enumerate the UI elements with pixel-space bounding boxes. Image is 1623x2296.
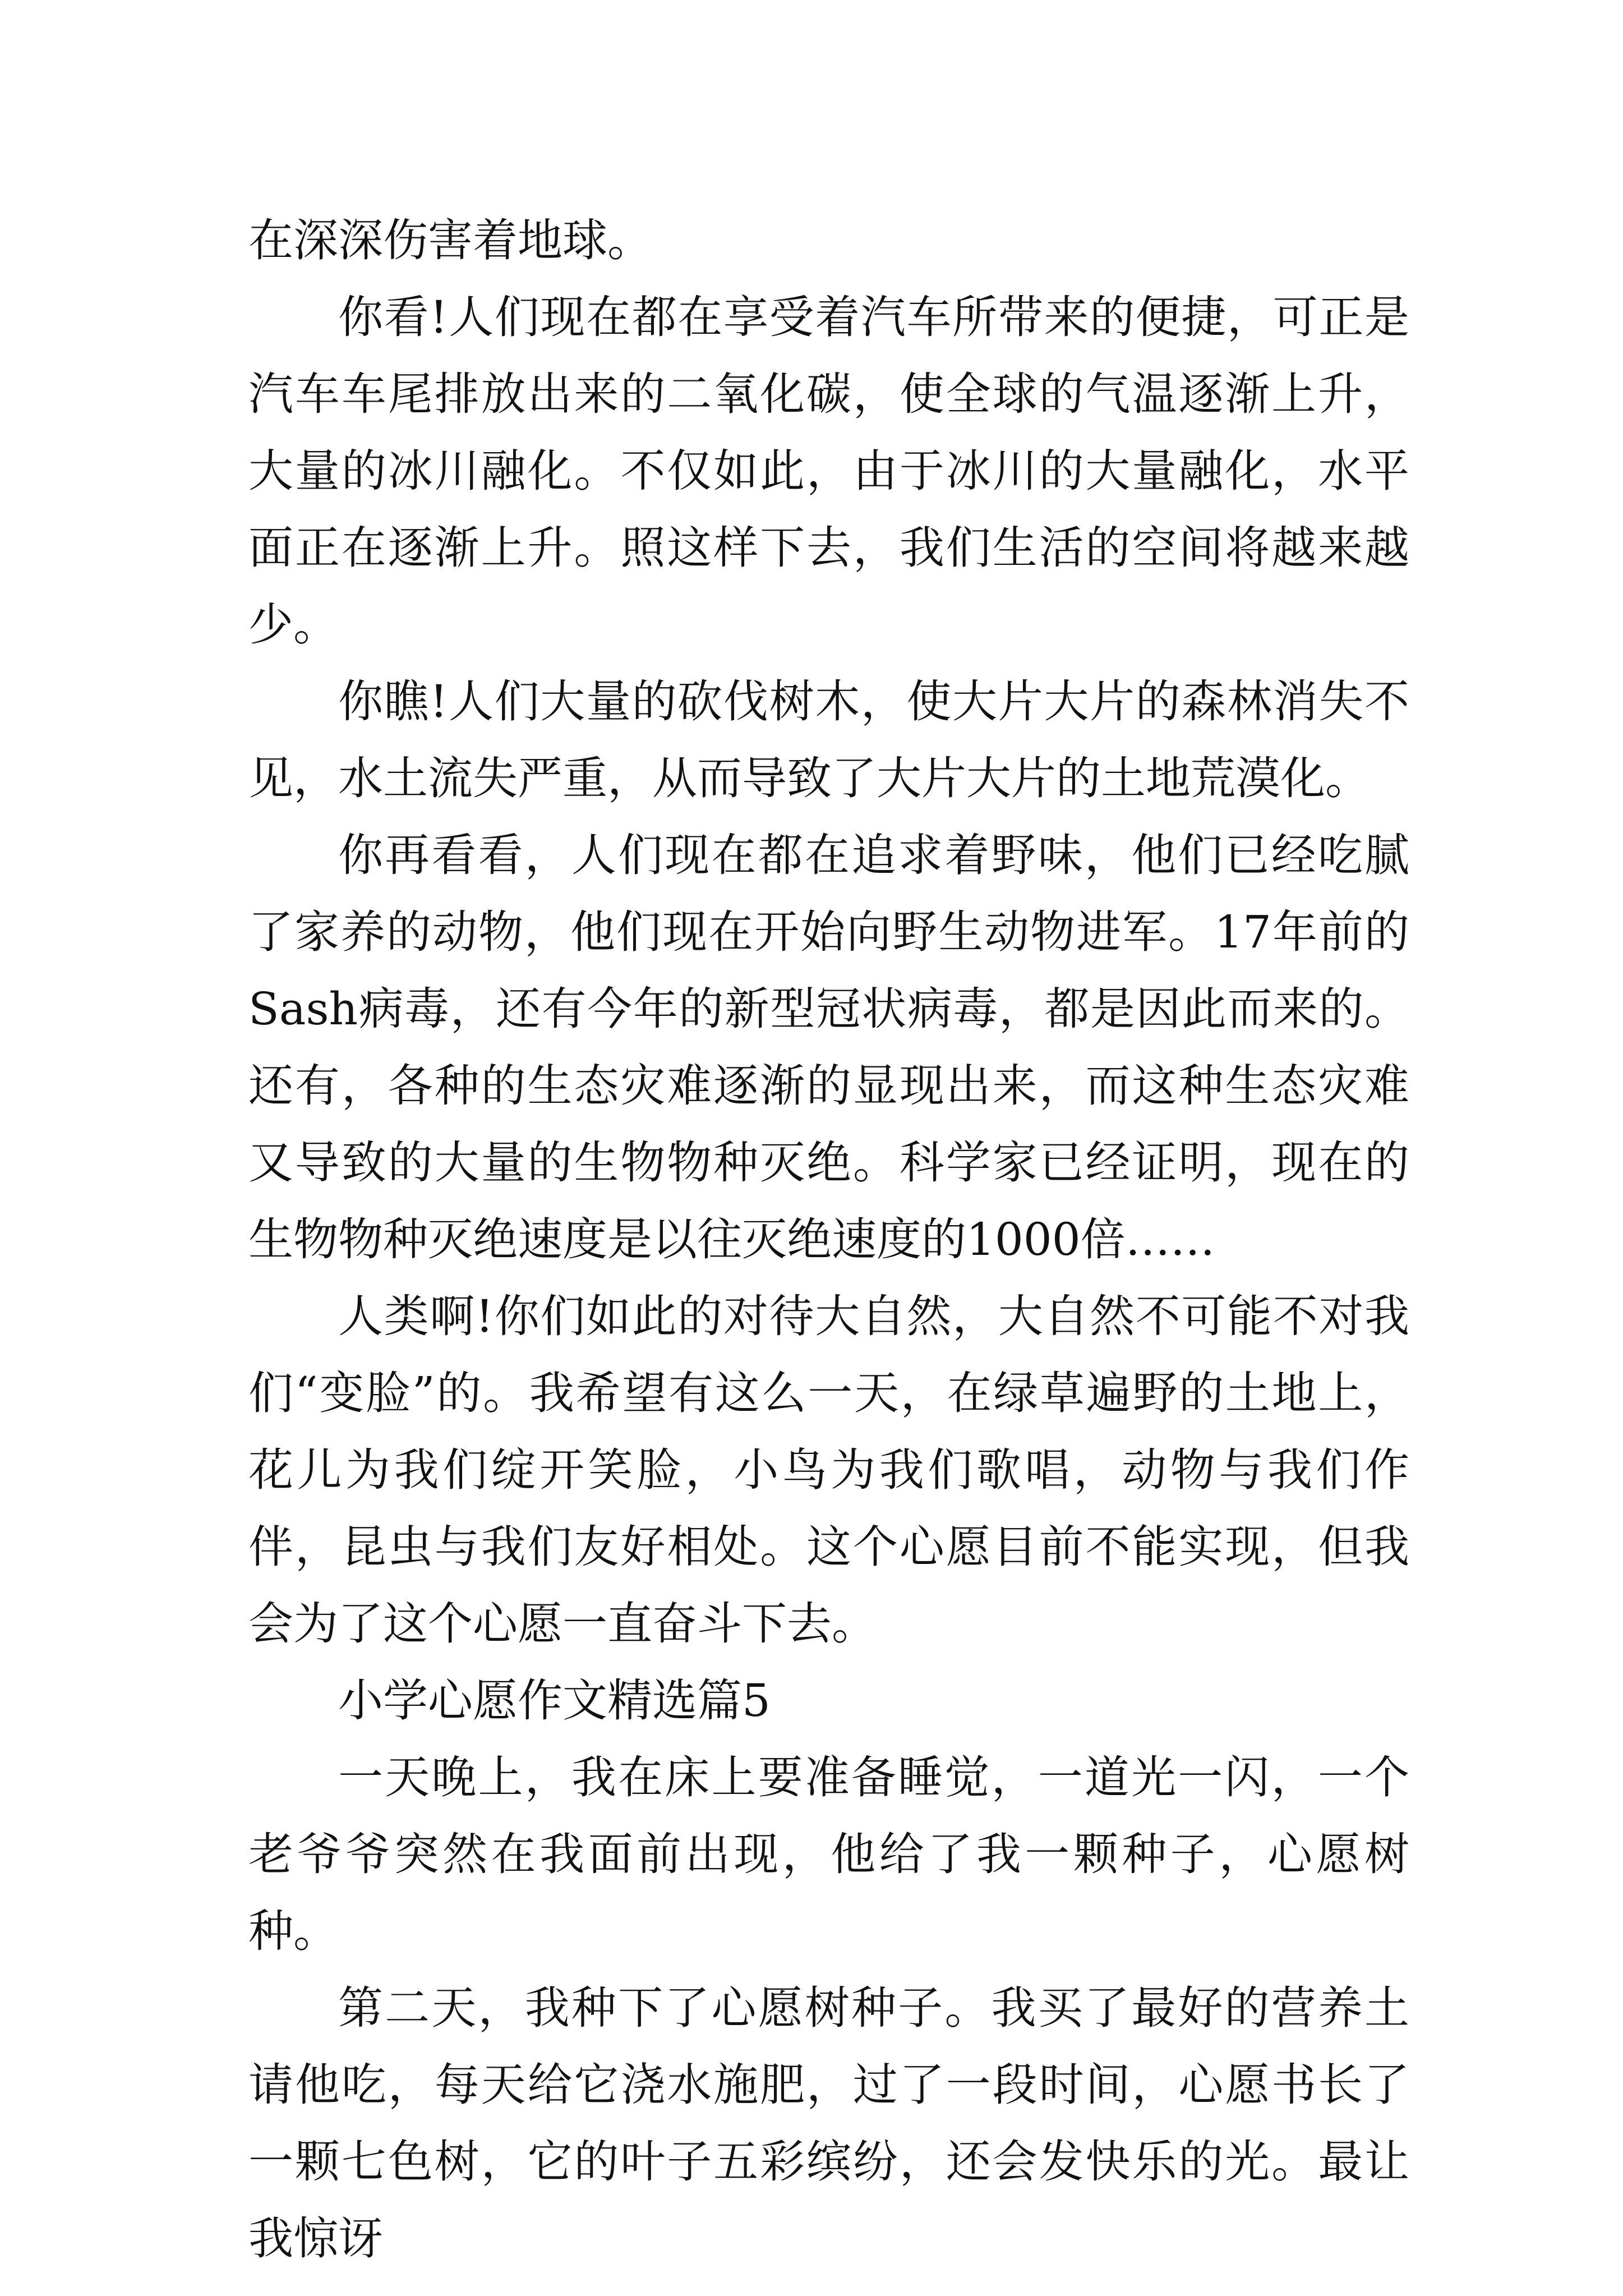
document-body xyxy=(248,202,1409,2277)
section-heading: 小学心愿作文精选篇5 xyxy=(338,1674,771,1727)
paragraph-forests: 你瞧!人们大量的砍伐树木，使大片大片的森林消失不见，水土流失严重，从而导致了大片大片的土地荒漠化。 xyxy=(248,675,1409,804)
paragraph-seed: 第二天，我种下了心愿树种子。我买了最好的营养土请他吃，每天给它浇水施肥，过了一段时间，心愿书长了一颗七色树，它的叶子五彩缤纷，还会发快乐的光。最让我惊讶 xyxy=(248,1982,1409,2265)
paragraph-wildlife: 你再看看，人们现在都在追求着野味，他们已经吃腻了家养的动物，他们现在开始向野生动物进军。17年前的Sash病毒，还有今年的新型冠状病毒，都是因此而来的。还有，各种的生态灾难逐渐的显现出来，而这种生态灾难又导致的大量的生物物种灭绝。科学家已经证明，现在的生物物种灭绝速度是以往灭绝速度的1000倍…… xyxy=(248,829,1409,1266)
paragraph-continuation: 在深深伤害着地球。 xyxy=(248,214,652,266)
paragraph-cars: 你看!人们现在都在享受着汽车所带来的便捷，可正是汽车车尾排放出来的二氧化碳，使全球的气温逐渐上升，大量的冰川融化。不仅如此，由于冰川的大量融化，水平面正在逐渐上升。照这样下去，我们生活的空间将越来越少。 xyxy=(248,291,1409,651)
paragraph-wish: 人类啊!你们如此的对待大自然，大自然不可能不对我们“变脸”的。我希望有这么一天，在绿草遍野的土地上，花儿为我们绽开笑脸，小鸟为我们歌唱，动物与我们作伴，昆虫与我们友好相处。这个心愿目前不能实现，但我会为了这个心愿一直奋斗下去。 xyxy=(248,1290,1409,1650)
paragraph-night: 一天晚上，我在床上要准备睡觉，一道光一闪，一个老爷爷突然在我面前出现，他给了我一颗种子，心愿树种。 xyxy=(248,1751,1409,1957)
